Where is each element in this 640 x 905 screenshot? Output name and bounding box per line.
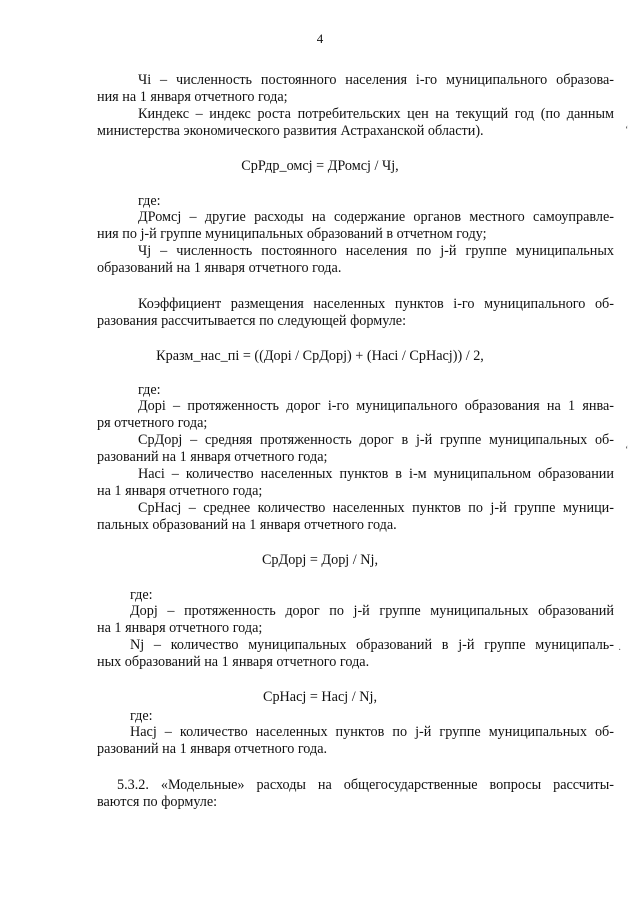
text-line: ря отчетного года; <box>97 415 208 431</box>
text-line: образований на 1 января отчетного года. <box>97 260 342 276</box>
text-line: ных образований на 1 января отчетного года. <box>97 654 370 670</box>
text-line: Чj – численность постоянного населения по j-й группе муниципальных <box>138 243 614 259</box>
formula-srdor: СрДорj = Дорj / Nj, <box>261 552 379 568</box>
scan-speck: ‘ <box>625 445 629 456</box>
formula-krazm: Кразм_нас_пi = ((Дорi / СрДорj) + (Насi / СрНасj)) / 2, <box>156 348 484 364</box>
where-label: где: <box>130 587 153 603</box>
text-line: Коэффициент размещения населенных пунктов i-го муниципального об- <box>138 296 614 312</box>
text-line: министерства экономического развития Астраханской области). <box>97 123 484 139</box>
text-line: СрДорj – средняя протяженность дорог в j-й группе муниципальных об- <box>138 432 614 448</box>
text-line: Насi – количество населенных пунктов в i-м муниципальном образовании <box>138 466 614 482</box>
text-line: на 1 января отчетного года; <box>97 620 263 636</box>
text-line: ния на 1 января отчетного года; <box>97 89 288 105</box>
text-line: ДРомсj – другие расходы на содержание органов местного самоуправле- <box>138 209 614 225</box>
text-line: 5.3.2. «Модельные» расходы на общегосударственные вопросы рассчиты- <box>117 777 614 793</box>
text-line: СрНасj – среднее количество населенных пунктов по j-й группе муници- <box>138 500 614 516</box>
text-line: ваются по формуле: <box>97 794 218 810</box>
text-line: пальных образований на 1 января отчетного года. <box>97 517 397 533</box>
where-label: где: <box>138 193 161 209</box>
text-line: Киндекс – индекс роста потребительских цен на текущий год (по данным <box>138 106 614 122</box>
text-line: Дорi – протяженность дорог i-го муниципального образования на 1 янва- <box>138 398 614 414</box>
page-number: 4 <box>316 31 324 46</box>
text-line: на 1 января отчетного года; <box>97 483 263 499</box>
formula-srrdr: СрРдр_омсj = ДРомсj / Чj, <box>241 158 399 174</box>
text-line: Насj – количество населенных пунктов по j-й группе муниципальных об- <box>130 724 614 740</box>
text-line: Дорj – протяженность дорог по j-й группе муниципальных образований <box>130 603 614 619</box>
text-line: ния по j-й группе муниципальных образований в отчетном году; <box>97 226 487 242</box>
text-line: Nj – количество муниципальных образований в j-й группе муниципаль- <box>130 637 614 653</box>
scan-speck: ‘ <box>625 125 629 136</box>
text-line: разований на 1 января отчетного года; <box>97 449 328 465</box>
where-label: где: <box>130 708 153 724</box>
text-line: разований на 1 января отчетного года. <box>97 741 328 757</box>
scan-speck: · <box>618 645 622 656</box>
text-line: Чi – численность постоянного населения i-го муниципального образова- <box>138 72 614 88</box>
text-line: разования рассчитывается по следующей формуле: <box>97 313 407 329</box>
formula-srnas: СрНасj = Насj / Nj, <box>263 689 377 705</box>
where-label: где: <box>138 382 161 398</box>
